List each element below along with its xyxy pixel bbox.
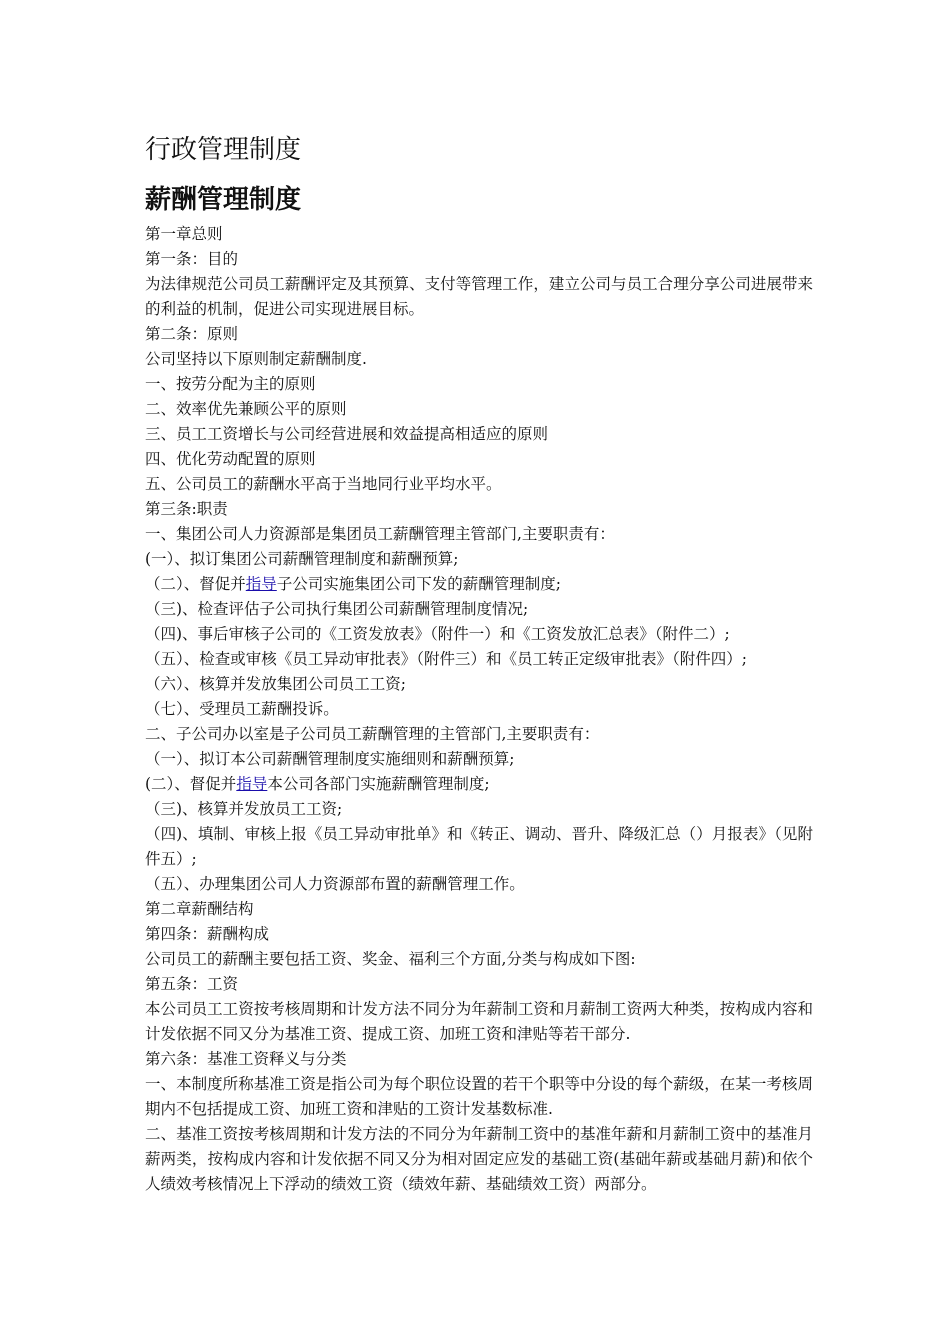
paragraph-line: （六）、核算并发放集团公司员工工资; bbox=[145, 675, 406, 693]
paragraph-line: 第二条：原则 bbox=[145, 325, 239, 343]
paragraph-line: （七）、受理员工薪酬投诉。 bbox=[145, 700, 339, 718]
paragraph-line: 二、基准工资按考核周期和计发方法的不同分为年薪制工资中的基准年薪和月薪制工资中的基准月薪两类，按构成内容和计发依据不同又分为相对固定应发的基础工资(基础年薪或基础月薪)和依个人绩效考核情况上下浮动的绩效工资（绩效年薪、基础绩效工资）两部分。 bbox=[145, 1125, 813, 1193]
text-segment: （二）、督促并 bbox=[145, 575, 246, 593]
paragraph-line: （五）、检查或审核《员工异动审批表》（附件三）和《员工转正定级审批表》（附件四）; bbox=[145, 650, 747, 668]
guide-link[interactable]: 指导 bbox=[236, 775, 268, 793]
paragraph-line: 一、按劳分配为主的原则 bbox=[145, 375, 316, 393]
paragraph-line bbox=[145, 572, 813, 597]
paragraph-line: 本公司员工工资按考核周期和计发方法不同分为年薪制工资和月薪制工资两大种类，按构成内容和计发依据不同又分为基准工资、提成工资、加班工资和津贴等若干部分. bbox=[145, 1000, 813, 1043]
paragraph-line: （四)、填制、审核上报《员工异动审批单》和《转正、调动、晋升、降级汇总（）月报表》（见附件五）; bbox=[145, 825, 813, 868]
paragraph-line: (一）、拟订集团公司薪酬管理制度和薪酬预算; bbox=[145, 550, 459, 568]
text-segment: 子公司实施集团公司下发的薪酬管理制度; bbox=[276, 575, 562, 593]
paragraph-line bbox=[145, 772, 813, 797]
paragraph-line: 三、员工工资增长与公司经营进展和效益提高相适应的原则 bbox=[145, 425, 549, 443]
paragraph-line: 第二章薪酬结构 bbox=[145, 900, 254, 918]
section-title: 薪酬管理制度 bbox=[145, 185, 302, 215]
document-body bbox=[145, 128, 813, 1197]
paragraph-line: 第一条：目的 bbox=[145, 250, 239, 268]
paragraph-line: 五、公司员工的薪酬水平高于当地同行业平均水平。 bbox=[145, 475, 502, 493]
paragraph-line: 二、子公司办以室是子公司员工薪酬管理的主管部门,主要职责有： bbox=[145, 725, 600, 743]
paragraph-line: （四)、事后审核子公司的《工资发放表》（附件一）和《工资发放汇总表》（附件二）; bbox=[145, 625, 730, 643]
document-title: 行政管理制度 bbox=[145, 135, 302, 165]
paragraph-line: 四、优化劳动配置的原则 bbox=[145, 450, 316, 468]
paragraph-line: （三)、检查评估子公司执行集团公司薪酬管理制度情况; bbox=[145, 600, 529, 618]
paragraph-line: 第四条：薪酬构成 bbox=[145, 925, 270, 943]
paragraph-line: （三)、核算并发放员工工资; bbox=[145, 800, 343, 818]
paragraph-line: 一、本制度所称基准工资是指公司为每个职位设置的若干个职等中分设的每个薪级，在某一考核周期内不包括提成工资、加班工资和津贴的工资计发基数标准. bbox=[145, 1075, 813, 1118]
text-segment: (二）、督促并 bbox=[145, 775, 237, 793]
paragraph-line: 第六条：基准工资释义与分类 bbox=[145, 1050, 347, 1068]
paragraph-line: （一）、拟订本公司薪酬管理制度实施细则和薪酬预算; bbox=[145, 750, 515, 768]
guide-link[interactable]: 指导 bbox=[245, 575, 277, 593]
text-segment: 本公司各部门实施薪酬管理制度; bbox=[267, 775, 490, 793]
paragraph-line: 为法律规范公司员工薪酬评定及其预算、支付等管理工作，建立公司与员工合理分享公司进展带来的利益的机制，促进公司实现进展目标。 bbox=[145, 275, 813, 318]
paragraph-line: 第一章总则 bbox=[145, 225, 223, 243]
paragraph-line: 公司员工的薪酬主要包括工资、奖金、福利三个方面,分类与构成如下图: bbox=[145, 950, 636, 968]
paragraph-line: 公司坚持以下原则制定薪酬制度. bbox=[145, 350, 367, 368]
paragraph-line: （五）、办理集团公司人力资源部布置的薪酬管理工作。 bbox=[145, 875, 525, 893]
paragraph-line: 第五条：工资 bbox=[145, 975, 239, 993]
paragraph-line: 第三条:职责 bbox=[145, 500, 228, 518]
paragraph-line: 一、集团公司人力资源部是集团员工薪酬管理主管部门,主要职责有： bbox=[145, 525, 615, 543]
paragraph-list bbox=[145, 222, 813, 1197]
paragraph-line: 二、效率优先兼顾公平的原则 bbox=[145, 400, 347, 418]
